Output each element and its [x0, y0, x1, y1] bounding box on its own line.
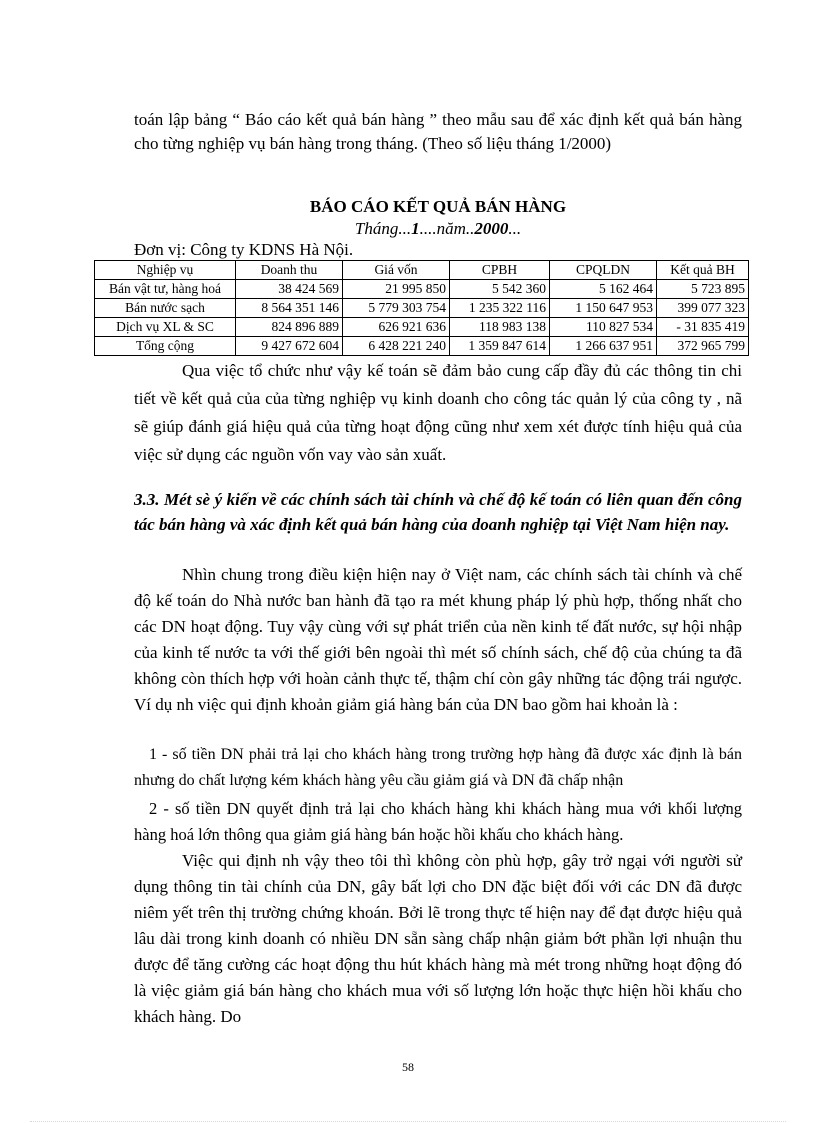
sales-result-table [94, 260, 749, 356]
row-label: Tổng cộng [95, 337, 236, 356]
table-cell: 1 359 847 614 [450, 337, 550, 356]
subtitle-dots: ... [508, 219, 522, 238]
table-cell: 1 266 637 951 [550, 337, 657, 356]
table-cell: 5 723 895 [657, 280, 749, 299]
table-row [95, 318, 749, 337]
list-item: 1 - số tiền DN phải trả lại cho khách hàng trong trường hợp hàng đã được xác định là bán nhưng do chất lượng kém khách hàng yêu cầu giảm giá và DN đã chấp nhận [134, 746, 742, 789]
list-item: 2 - số tiền DN quyết định trả lại cho khách hàng khi khách hàng mua với khối lượng hàng hoá lớn thông qua giảm giá hàng bán hoặc hồi khấu cho khách hàng. [134, 799, 742, 844]
table-cell: 626 921 636 [343, 318, 450, 337]
subtitle-year-value: 2000 [474, 219, 509, 238]
row-label: Bán nước sạch [95, 299, 236, 318]
subtitle-dots: .... [419, 219, 437, 238]
table-cell: 1 235 322 116 [450, 299, 550, 318]
table-cell: 1 150 647 953 [550, 299, 657, 318]
table-cell: 110 827 534 [550, 318, 657, 337]
report-unit: Đơn vị: Công ty KDNS Hà Nội. [134, 240, 354, 259]
table-cell: - 31 835 419 [657, 318, 749, 337]
table-cell: 6 428 221 240 [343, 337, 450, 356]
row-label: Dịch vụ XL & SC [95, 318, 236, 337]
table-cell: 5 779 303 754 [343, 299, 450, 318]
header-cell: Nghiệp vụ [95, 261, 236, 280]
header-cell: Kết quả BH [657, 261, 749, 280]
table-row [95, 280, 749, 299]
header-cell: Doanh thu [236, 261, 343, 280]
table-header-row [95, 261, 749, 280]
body-paragraph: Nhìn chung trong điều kiện hiện nay ở Việt nam, các chính sách tài chính và chế độ kế toán do Nhà nước ban hành đã tạo ra mét khung pháp lý phù hợp, thống nhất cho các DN hoạt động. Tuy vậy cùng với sự phát triển của nền kinh tế đất nước, sự hội nhập của kinh tế nước ta với thế giới bên ngoài thì mét số chính sách, chế độ của chúng ta đã không còn thích hợp với hoàn cảnh thực tế, thậm chí còn gây những tác động trái ngược. Ví dụ nh việc qui định khoản giảm giá hàng bán của DN bao gồm hai khoản là : [134, 565, 742, 714]
table-cell: 5 542 360 [450, 280, 550, 299]
table-total-row [95, 337, 749, 356]
header-cell: CPBH [450, 261, 550, 280]
intro-paragraph: toán lập bảng “ Báo cáo kết quả bán hàng ” theo mẫu sau để xác định kết quả bán hàng cho từng nghiệp vụ bán hàng trong tháng. (Theo số liệu tháng 1/2000) [134, 110, 742, 153]
header-cell: Giá vốn [343, 261, 450, 280]
table-cell: 118 983 138 [450, 318, 550, 337]
subtitle-month-value: 1 [411, 219, 420, 238]
subtitle-dots: .. [465, 219, 475, 238]
subtitle-dots: ... [398, 219, 412, 238]
table-cell: 9 427 672 604 [236, 337, 343, 356]
table-cell: 399 077 323 [657, 299, 749, 318]
table-cell: 824 896 889 [236, 318, 343, 337]
subtitle-month-label: Tháng [354, 219, 399, 238]
summary-paragraph: Qua việc tổ chức như vậy kế toán sẽ đảm bảo cung cấp đầy đủ các thông tin chi tiết về kết quả của của từng nghiệp vụ kinh doanh cho công tác quản lý của công ty , nã sẽ giúp đánh giá hiệu quả của từng hoạt động cũng như xem xét được tính hiệu quả của việc sử dụng các nguồn vốn vay vào sản xuất. [134, 361, 742, 464]
page-bottom-divider [30, 1121, 786, 1122]
table-row [95, 299, 749, 318]
header-cell: CPQLDN [550, 261, 657, 280]
section-heading: 3.3. Mét sè ý kiến về các chính sách tài chính và chế độ kế toán có liên quan đến công tác bán hàng và xác định kết quả bán hàng của doanh nghiệp tại Việt Nam hiện nay. [134, 490, 742, 534]
page-number: 58 [402, 1060, 414, 1074]
body-paragraph: Việc qui định nh vậy theo tôi thì không còn phù hợp, gây trở ngại với người sử dụng thông tin tài chính của DN, gây bất lợi cho DN đặc biệt đối với các DN đã được niêm yết trên thị trường chứng khoán. Bởi lẽ trong thực tế hiện nay để đạt được hiệu quả lâu dài trong kinh doanh có nhiều DN sẵn sàng chấp nhận giảm bớt phần lợi nhuận thu được để tăng cường các hoạt động thu hút khách hàng mà mét trong những hoạt động đó là việc giảm giá bán hàng cho khách mua với số lượng lớn hoặc thực hiện hồi khấu cho khách hàng. Do [134, 851, 742, 1026]
report-subtitle [134, 219, 742, 239]
report-title: BÁO CÁO KẾT QUẢ BÁN HÀNG [309, 197, 567, 216]
table-cell: 5 162 464 [550, 280, 657, 299]
table-cell: 38 424 569 [236, 280, 343, 299]
table-cell: 8 564 351 146 [236, 299, 343, 318]
row-label: Bán vật tư, hàng hoá [95, 280, 236, 299]
table-cell: 372 965 799 [657, 337, 749, 356]
table-cell: 21 995 850 [343, 280, 450, 299]
subtitle-year-label: năm [436, 219, 466, 238]
